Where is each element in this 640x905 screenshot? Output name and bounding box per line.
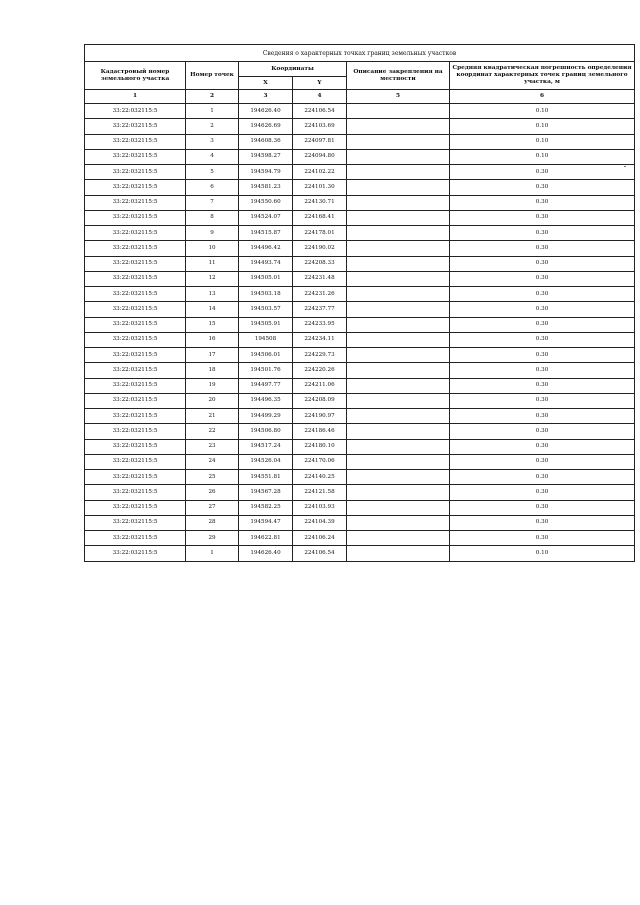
cell-description <box>347 134 450 149</box>
cell-mean-square-error: 0.30 <box>450 241 635 256</box>
table-row <box>85 195 635 210</box>
cell-point-number: 17 <box>186 348 239 363</box>
table-row <box>85 500 635 515</box>
cell-point-number: 16 <box>186 332 239 347</box>
cell-cadastral-number: 33:22:032115:5 <box>85 271 186 286</box>
cell-mean-square-error: 0.30 <box>450 165 635 180</box>
cell-point-number: 12 <box>186 271 239 286</box>
cell-y-coordinate: 224168.41 <box>293 210 347 225</box>
cell-description <box>347 317 450 332</box>
cell-cadastral-number: 33:22:032115:5 <box>85 531 186 546</box>
table-row <box>85 348 635 363</box>
scan-speck <box>624 166 626 167</box>
cell-description <box>347 546 450 561</box>
cell-cadastral-number: 33:22:032115:5 <box>85 332 186 347</box>
cell-mean-square-error: 0.30 <box>450 210 635 225</box>
cell-mean-square-error: 0.30 <box>450 485 635 500</box>
cell-point-number: 7 <box>186 195 239 210</box>
cell-x-coordinate: 194550.60 <box>239 195 293 210</box>
cell-point-number: 26 <box>186 485 239 500</box>
cell-mean-square-error: 0.30 <box>450 287 635 302</box>
cell-x-coordinate: 194499.29 <box>239 409 293 424</box>
cell-description <box>347 531 450 546</box>
cell-cadastral-number: 33:22:032115:5 <box>85 104 186 119</box>
column-number: 4 <box>293 90 347 104</box>
cell-cadastral-number: 33:22:032115:5 <box>85 424 186 439</box>
cell-cadastral-number: 33:22:032115:5 <box>85 180 186 195</box>
cell-y-coordinate: 224094.80 <box>293 149 347 164</box>
cell-x-coordinate: 194608.36 <box>239 134 293 149</box>
table-row <box>85 454 635 469</box>
cell-x-coordinate: 194551.81 <box>239 470 293 485</box>
cell-x-coordinate: 194493.74 <box>239 256 293 271</box>
table-row <box>85 104 635 119</box>
cell-mean-square-error: 0.30 <box>450 271 635 286</box>
cell-mean-square-error: 0.10 <box>450 134 635 149</box>
cell-cadastral-number: 33:22:032115:5 <box>85 134 186 149</box>
table-row <box>85 210 635 225</box>
cell-cadastral-number: 33:22:032115:5 <box>85 149 186 164</box>
table-row <box>85 165 635 180</box>
cell-mean-square-error: 0.30 <box>450 500 635 515</box>
table-row <box>85 256 635 271</box>
cell-point-number: 15 <box>186 317 239 332</box>
cell-description <box>347 409 450 424</box>
cell-y-coordinate: 224104.39 <box>293 515 347 530</box>
cell-description <box>347 348 450 363</box>
cell-y-coordinate: 224101.30 <box>293 180 347 195</box>
column-number: 2 <box>186 90 239 104</box>
cell-y-coordinate: 224170.06 <box>293 454 347 469</box>
cell-point-number: 2 <box>186 119 239 134</box>
cell-x-coordinate: 194497.77 <box>239 378 293 393</box>
cell-y-coordinate: 224208.09 <box>293 393 347 408</box>
cell-cadastral-number: 33:22:032115:5 <box>85 210 186 225</box>
cell-description <box>347 210 450 225</box>
cell-y-coordinate: 224180.10 <box>293 439 347 454</box>
cell-cadastral-number: 33:22:032115:5 <box>85 287 186 302</box>
cell-x-coordinate: 194496.35 <box>239 393 293 408</box>
cell-point-number: 11 <box>186 256 239 271</box>
cell-x-coordinate: 194506.80 <box>239 424 293 439</box>
header-cadastral-number: Кадастровый номер земельного участка <box>85 62 186 90</box>
cell-x-coordinate: 194517.24 <box>239 439 293 454</box>
cell-mean-square-error: 0.30 <box>450 470 635 485</box>
cell-x-coordinate: 194594.79 <box>239 165 293 180</box>
cell-mean-square-error: 0.30 <box>450 363 635 378</box>
cell-description <box>347 363 450 378</box>
cell-description <box>347 378 450 393</box>
cell-mean-square-error: 0.30 <box>450 393 635 408</box>
cell-y-coordinate: 224103.93 <box>293 500 347 515</box>
cell-x-coordinate: 194582.25 <box>239 500 293 515</box>
header-mean-square-error: Средняя квадратическая погрешность определения координат характерных точек границ земельного участка, м <box>450 62 635 90</box>
cell-cadastral-number: 33:22:032115:5 <box>85 317 186 332</box>
cell-description <box>347 393 450 408</box>
header-y: Y <box>293 77 347 90</box>
cell-mean-square-error: 0.30 <box>450 180 635 195</box>
cell-point-number: 14 <box>186 302 239 317</box>
cell-x-coordinate: 194505.91 <box>239 317 293 332</box>
cell-y-coordinate: 224186.46 <box>293 424 347 439</box>
cell-cadastral-number: 33:22:032115:5 <box>85 409 186 424</box>
cell-cadastral-number: 33:22:032115:5 <box>85 256 186 271</box>
cell-point-number: 22 <box>186 424 239 439</box>
boundary-points-sheet <box>84 44 634 562</box>
cell-x-coordinate: 194503.57 <box>239 302 293 317</box>
cell-cadastral-number: 33:22:032115:5 <box>85 546 186 561</box>
cell-point-number: 1 <box>186 546 239 561</box>
cell-y-coordinate: 224106.24 <box>293 531 347 546</box>
cell-description <box>347 256 450 271</box>
table-row <box>85 332 635 347</box>
cell-point-number: 3 <box>186 134 239 149</box>
cell-mean-square-error: 0.30 <box>450 348 635 363</box>
cell-point-number: 28 <box>186 515 239 530</box>
cell-point-number: 10 <box>186 241 239 256</box>
cell-x-coordinate: 194508 <box>239 332 293 347</box>
cell-cadastral-number: 33:22:032115:5 <box>85 348 186 363</box>
table-row <box>85 134 635 149</box>
table-row <box>85 149 635 164</box>
cell-y-coordinate: 224178.01 <box>293 226 347 241</box>
cell-y-coordinate: 224237.77 <box>293 302 347 317</box>
cell-point-number: 27 <box>186 500 239 515</box>
cell-point-number: 21 <box>186 409 239 424</box>
cell-point-number: 19 <box>186 378 239 393</box>
table-row <box>85 531 635 546</box>
column-number: 3 <box>239 90 293 104</box>
cell-description <box>347 424 450 439</box>
table-row <box>85 546 635 561</box>
cell-y-coordinate: 224097.81 <box>293 134 347 149</box>
cell-mean-square-error: 0.10 <box>450 104 635 119</box>
table-row <box>85 363 635 378</box>
cell-description <box>347 470 450 485</box>
table-row <box>85 317 635 332</box>
cell-x-coordinate: 194626.40 <box>239 104 293 119</box>
cell-point-number: 6 <box>186 180 239 195</box>
cell-cadastral-number: 33:22:032115:5 <box>85 500 186 515</box>
cell-description <box>347 439 450 454</box>
cell-description <box>347 226 450 241</box>
cell-y-coordinate: 224103.69 <box>293 119 347 134</box>
cell-y-coordinate: 224140.25 <box>293 470 347 485</box>
boundary-points-table <box>84 44 635 562</box>
cell-x-coordinate: 194581.23 <box>239 180 293 195</box>
cell-description <box>347 104 450 119</box>
cell-point-number: 25 <box>186 470 239 485</box>
cell-cadastral-number: 33:22:032115:5 <box>85 302 186 317</box>
table-row <box>85 515 635 530</box>
cell-mean-square-error: 0.30 <box>450 515 635 530</box>
cell-cadastral-number: 33:22:032115:5 <box>85 226 186 241</box>
cell-y-coordinate: 224231.48 <box>293 271 347 286</box>
cell-mean-square-error: 0.30 <box>450 409 635 424</box>
cell-x-coordinate: 194524.07 <box>239 210 293 225</box>
cell-cadastral-number: 33:22:032115:5 <box>85 515 186 530</box>
table-body <box>85 104 635 562</box>
cell-point-number: 8 <box>186 210 239 225</box>
cell-y-coordinate: 224231.26 <box>293 287 347 302</box>
table-row <box>85 180 635 195</box>
header-point-number: Номер точек <box>186 62 239 90</box>
cell-y-coordinate: 224190.02 <box>293 241 347 256</box>
cell-description <box>347 149 450 164</box>
cell-description <box>347 515 450 530</box>
table-row <box>85 393 635 408</box>
cell-point-number: 9 <box>186 226 239 241</box>
header-x: X <box>239 77 293 90</box>
cell-point-number: 5 <box>186 165 239 180</box>
table-caption: Сведения о характерных точках границ земельных участков <box>85 45 635 62</box>
table-row <box>85 378 635 393</box>
cell-mean-square-error: 0.30 <box>450 454 635 469</box>
cell-cadastral-number: 33:22:032115:5 <box>85 195 186 210</box>
table-row <box>85 302 635 317</box>
cell-y-coordinate: 224102.22 <box>293 165 347 180</box>
cell-cadastral-number: 33:22:032115:5 <box>85 393 186 408</box>
cell-point-number: 23 <box>186 439 239 454</box>
cell-description <box>347 165 450 180</box>
cell-cadastral-number: 33:22:032115:5 <box>85 470 186 485</box>
table-row <box>85 119 635 134</box>
column-number: 6 <box>450 90 635 104</box>
cell-cadastral-number: 33:22:032115:5 <box>85 485 186 500</box>
cell-point-number: 13 <box>186 287 239 302</box>
cell-x-coordinate: 194626.40 <box>239 546 293 561</box>
table-row <box>85 470 635 485</box>
cell-mean-square-error: 0.30 <box>450 439 635 454</box>
table-row <box>85 241 635 256</box>
cell-mean-square-error: 0.30 <box>450 226 635 241</box>
cell-x-coordinate: 194506.01 <box>239 348 293 363</box>
table-row <box>85 424 635 439</box>
cell-mean-square-error: 0.10 <box>450 546 635 561</box>
cell-mean-square-error: 0.30 <box>450 302 635 317</box>
cell-y-coordinate: 224233.95 <box>293 317 347 332</box>
cell-x-coordinate: 194496.42 <box>239 241 293 256</box>
cell-y-coordinate: 224190.97 <box>293 409 347 424</box>
cell-mean-square-error: 0.30 <box>450 531 635 546</box>
table-row <box>85 271 635 286</box>
cell-y-coordinate: 224229.73 <box>293 348 347 363</box>
cell-x-coordinate: 194503.18 <box>239 287 293 302</box>
cell-y-coordinate: 224234.11 <box>293 332 347 347</box>
cell-cadastral-number: 33:22:032115:5 <box>85 165 186 180</box>
cell-y-coordinate: 224130.71 <box>293 195 347 210</box>
cell-mean-square-error: 0.10 <box>450 119 635 134</box>
cell-mean-square-error: 0.30 <box>450 424 635 439</box>
cell-mean-square-error: 0.30 <box>450 332 635 347</box>
cell-mean-square-error: 0.30 <box>450 378 635 393</box>
cell-cadastral-number: 33:22:032115:5 <box>85 119 186 134</box>
cell-y-coordinate: 224121.58 <box>293 485 347 500</box>
cell-description <box>347 302 450 317</box>
cell-cadastral-number: 33:22:032115:5 <box>85 454 186 469</box>
cell-point-number: 4 <box>186 149 239 164</box>
cell-x-coordinate: 194594.47 <box>239 515 293 530</box>
table-row <box>85 439 635 454</box>
cell-x-coordinate: 194622.81 <box>239 531 293 546</box>
cell-cadastral-number: 33:22:032115:5 <box>85 378 186 393</box>
cell-y-coordinate: 224211.06 <box>293 378 347 393</box>
cell-y-coordinate: 224208.33 <box>293 256 347 271</box>
table-row <box>85 226 635 241</box>
cell-description <box>347 241 450 256</box>
cell-mean-square-error: 0.30 <box>450 195 635 210</box>
table-row <box>85 409 635 424</box>
cell-mean-square-error: 0.30 <box>450 317 635 332</box>
cell-mean-square-error: 0.30 <box>450 256 635 271</box>
cell-point-number: 18 <box>186 363 239 378</box>
cell-description <box>347 500 450 515</box>
cell-description <box>347 454 450 469</box>
table-row <box>85 485 635 500</box>
cell-description <box>347 180 450 195</box>
cell-point-number: 29 <box>186 531 239 546</box>
table-row <box>85 287 635 302</box>
cell-description <box>347 119 450 134</box>
cell-description <box>347 485 450 500</box>
cell-point-number: 1 <box>186 104 239 119</box>
cell-description <box>347 332 450 347</box>
cell-x-coordinate: 194505.01 <box>239 271 293 286</box>
header-coordinates: Координаты <box>239 62 347 77</box>
cell-cadastral-number: 33:22:032115:5 <box>85 241 186 256</box>
cell-point-number: 20 <box>186 393 239 408</box>
cell-cadastral-number: 33:22:032115:5 <box>85 363 186 378</box>
cell-x-coordinate: 194501.76 <box>239 363 293 378</box>
cell-point-number: 24 <box>186 454 239 469</box>
cell-cadastral-number: 33:22:032115:5 <box>85 439 186 454</box>
cell-description <box>347 271 450 286</box>
column-number: 5 <box>347 90 450 104</box>
cell-x-coordinate: 194515.87 <box>239 226 293 241</box>
cell-x-coordinate: 194598.27 <box>239 149 293 164</box>
cell-y-coordinate: 224106.54 <box>293 104 347 119</box>
column-number: 1 <box>85 90 186 104</box>
cell-y-coordinate: 224220.26 <box>293 363 347 378</box>
cell-x-coordinate: 194567.28 <box>239 485 293 500</box>
cell-x-coordinate: 194526.04 <box>239 454 293 469</box>
cell-mean-square-error: 0.10 <box>450 149 635 164</box>
cell-y-coordinate: 224106.54 <box>293 546 347 561</box>
cell-description <box>347 287 450 302</box>
header-description: Описание закрепления на местности <box>347 62 450 90</box>
cell-x-coordinate: 194626.69 <box>239 119 293 134</box>
cell-description <box>347 195 450 210</box>
